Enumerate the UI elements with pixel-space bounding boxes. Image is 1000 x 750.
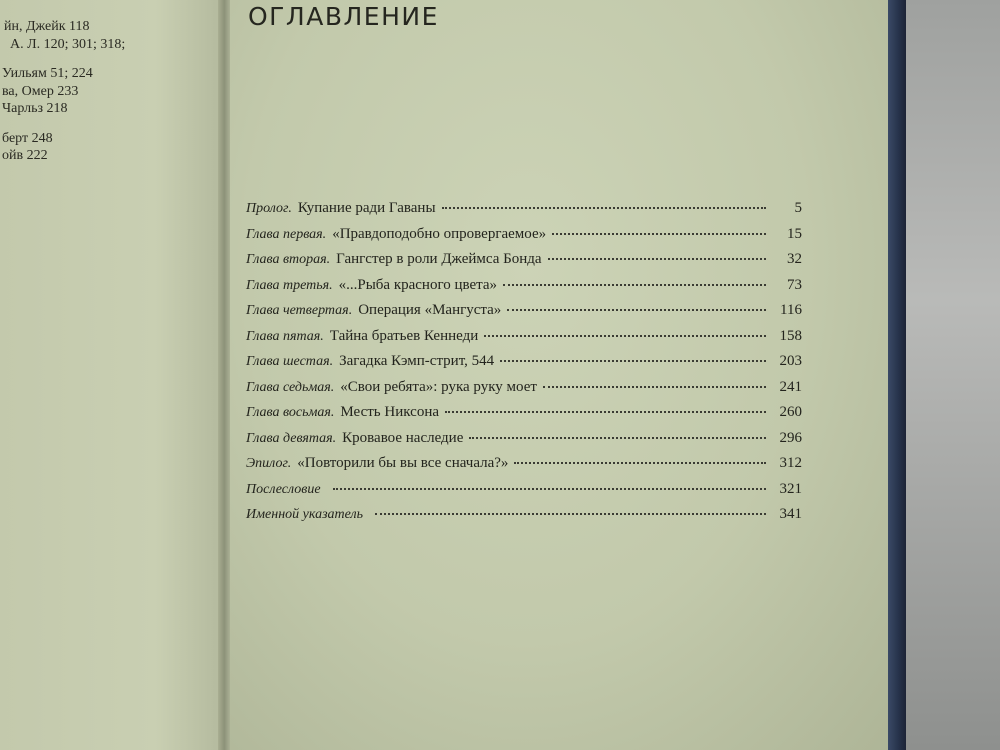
toc-page-number: 321 <box>779 480 802 497</box>
toc-entry <box>246 404 802 430</box>
toc-entry-label: Пролог. <box>246 201 292 216</box>
toc-entry <box>246 506 802 532</box>
toc-entry <box>246 353 802 379</box>
index-line: йн, Джейк 118 <box>4 19 90 34</box>
toc-entry-title: Операция «Мангуста» <box>358 302 502 318</box>
toc-entry-label: Глава четвертая. <box>246 303 353 318</box>
toc-page-number: 15 <box>787 225 802 242</box>
toc-entry-title: «Правдоподобно опровергаемое» <box>332 225 547 242</box>
toc-dot-leader <box>445 410 766 413</box>
index-line: Уильям 51; 224 <box>2 66 93 81</box>
toc-entry <box>246 226 802 252</box>
toc-dot-leader <box>484 334 766 337</box>
toc-dot-leader <box>469 436 766 439</box>
toc-entry-label: Глава седьмая. <box>246 379 335 395</box>
book-cover-edge <box>888 0 906 750</box>
toc-entry-title: Гангстер в роли Джеймса Бонда <box>336 251 542 267</box>
toc-page-number: 158 <box>779 327 802 344</box>
toc-entry-title: Кровавое наследие <box>342 429 464 446</box>
toc-entry-title: Загадка Кэмп-стрит, 544 <box>339 353 495 369</box>
page-title: ОГЛАВЛЕНИЕ <box>248 2 439 31</box>
index-line: ойв 222 <box>2 148 48 163</box>
index-line: ва, Омер 233 <box>2 83 79 99</box>
toc-entry-label: Глава восьмая. <box>246 405 335 420</box>
toc-dot-leader <box>375 512 766 515</box>
toc-dot-leader <box>543 385 766 388</box>
toc-entry <box>246 200 802 226</box>
toc-dot-leader <box>514 461 766 464</box>
toc-dot-leader <box>333 487 766 490</box>
toc-entry-title: «Повторили бы вы все сначала?» <box>297 455 509 471</box>
index-line: берт 248 <box>2 130 53 146</box>
index-line: Чарльз 218 <box>2 101 68 116</box>
toc-entry-title: Тайна братьев Кеннеди <box>329 327 479 344</box>
toc-entry-label: Глава третья. <box>246 277 333 293</box>
toc-page-number: 341 <box>779 506 802 522</box>
toc-entry <box>246 277 802 303</box>
toc-dot-leader <box>503 283 766 286</box>
toc-entry-label: Глава вторая. <box>246 252 331 267</box>
index-gap <box>0 53 125 65</box>
toc-dot-leader <box>552 232 766 235</box>
toc-entry-title: «Свои ребята»: рука руку моет <box>340 378 537 395</box>
toc-entry <box>246 302 802 328</box>
toc-entry-label: Глава шестая. <box>246 354 334 369</box>
name-index-fragment <box>0 18 125 165</box>
toc-entry-label: Глава пятая. <box>246 328 324 344</box>
toc-page-number: 312 <box>779 455 802 471</box>
toc-page-number: 203 <box>779 353 802 369</box>
toc-page-number: 296 <box>779 429 802 446</box>
background-surface <box>906 0 1000 750</box>
index-line: А. Л. 120; 301; 318; <box>10 36 126 52</box>
toc-page-number: 32 <box>787 251 802 267</box>
toc-entry-title: Месть Никсона <box>340 404 439 420</box>
toc-entry-label: Именной указатель <box>246 507 363 522</box>
toc-entry-label: Послесловие <box>246 481 321 497</box>
toc-entry-title: «...Рыба красного цвета» <box>338 276 498 293</box>
toc-page-number: 260 <box>779 404 802 420</box>
toc-dot-leader <box>442 206 766 209</box>
toc-dot-leader <box>500 359 766 362</box>
toc-entry-label: Глава первая. <box>246 226 327 242</box>
toc-page-number: 5 <box>794 200 802 216</box>
toc-dot-leader <box>548 257 766 260</box>
toc-entry-label: Глава девятая. <box>246 430 337 446</box>
left-page <box>0 0 222 750</box>
toc-entry-title: Купание ради Гаваны <box>297 200 436 216</box>
toc-page-number: 116 <box>780 302 802 318</box>
toc-entry <box>246 481 802 507</box>
index-gap <box>0 118 125 130</box>
table-of-contents <box>246 200 802 532</box>
toc-entry <box>246 379 802 405</box>
toc-entry-label: Эпилог. <box>246 456 292 471</box>
toc-page-number: 241 <box>779 378 802 395</box>
toc-entry <box>246 430 802 456</box>
toc-dot-leader <box>507 308 766 311</box>
toc-entry <box>246 455 802 481</box>
toc-entry <box>246 251 802 277</box>
toc-page-number: 73 <box>787 276 802 293</box>
toc-entry <box>246 328 802 354</box>
